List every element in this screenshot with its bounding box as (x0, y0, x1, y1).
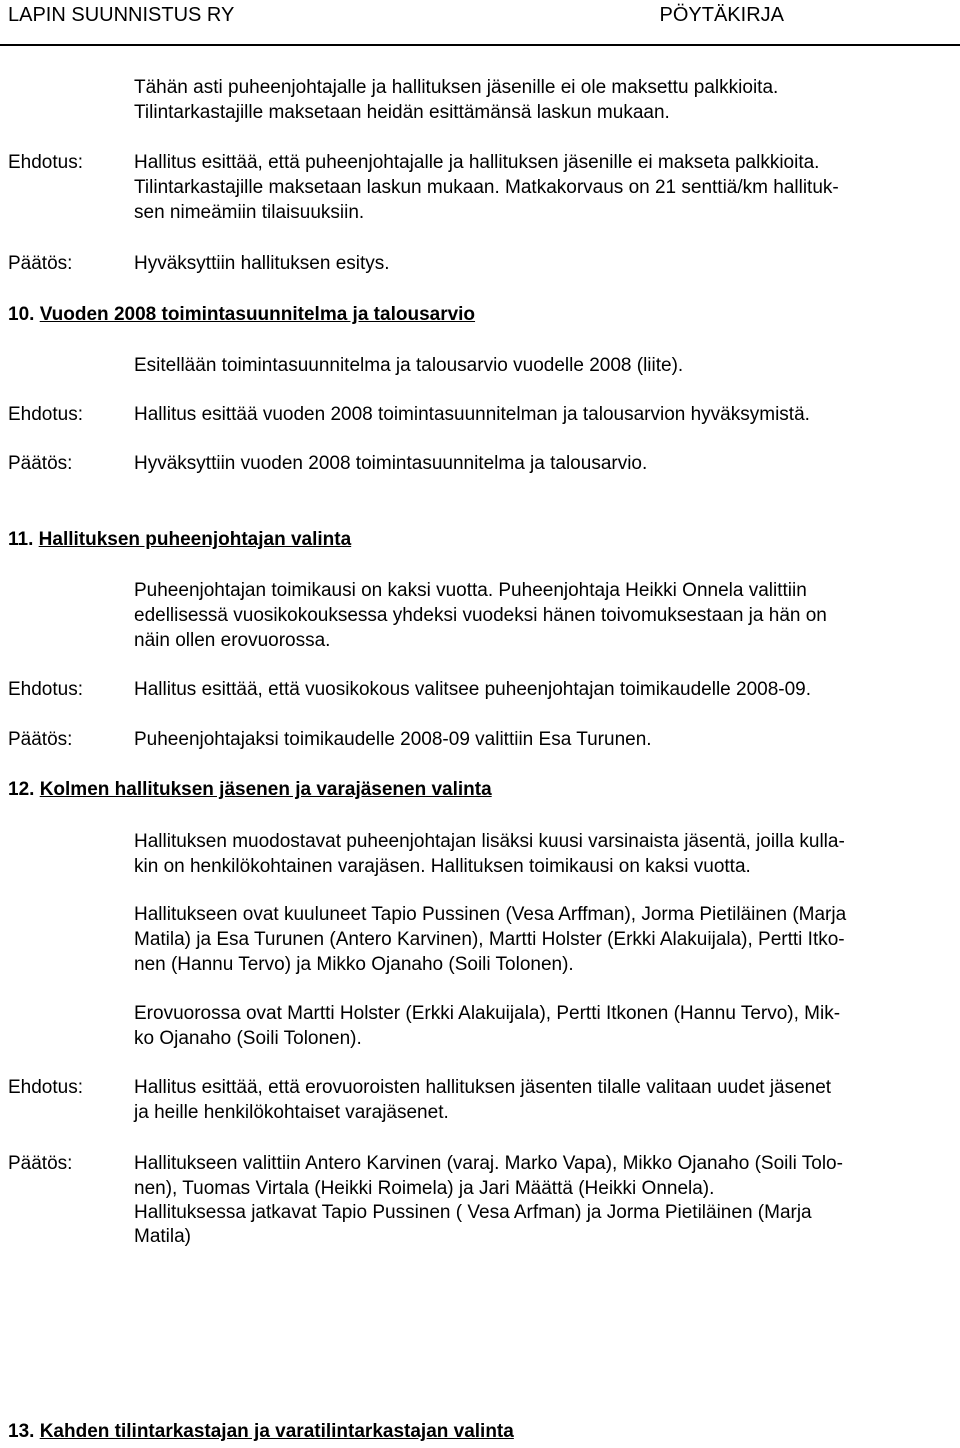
decision-label: Päätös: (8, 253, 73, 274)
intro-line: Tähän asti puheenjohtajalle ja hallituksen jäsenille ei ole maksettu palkkioita. (134, 77, 779, 98)
header-divider (0, 44, 960, 46)
item12-decision-line: Matila) (134, 1226, 192, 1247)
section-heading-13 (8, 1420, 514, 1444)
item11-intro-line: Puheenjohtajan toimikausi on kaksi vuotta. Puheenjohtaja Heikki Onnela valittiin (134, 580, 807, 601)
item11-decision: Puheenjohtajaksi toimikaudelle 2008-09 valittiin Esa Turunen. (134, 729, 652, 750)
item12-paragraph2-line: Matila) ja Esa Turunen (Antero Karvinen), Martti Holster (Erkki Alakuijala), Pertti Itko- (134, 929, 845, 950)
item10-intro: Esitellään toimintasuunnitelma ja talousarvio vuodelle 2008 (liite). (134, 355, 684, 376)
item12-paragraph1-line: kin on henkilökohtainen varajäsen. Hallituksen toimikausi on kaksi vuotta. (134, 856, 751, 877)
item11-proposal: Hallitus esittää, että vuosikokous valitsee puheenjohtajan toimikaudelle 2008-09. (134, 679, 812, 700)
item10-proposal: Hallitus esittää vuoden 2008 toimintasuunnitelman ja talousarvion hyväksymistä. (134, 404, 810, 425)
section-title: Hallituksen puheenjohtajan valinta (38, 529, 352, 550)
document-type: PÖYTÄKIRJA (659, 4, 784, 26)
section-number: 12. (8, 779, 35, 800)
item12-proposal-line: ja heille henkilökohtaiset varajäsenet. (134, 1102, 449, 1123)
item12-paragraph2-line: nen (Hannu Tervo) ja Mikko Ojanaho (Soili Tolonen). (134, 954, 574, 975)
item10-decision: Hyväksyttiin vuoden 2008 toimintasuunnitelma ja talousarvio. (134, 453, 648, 474)
item11-intro-line: edellisessä vuosikokouksessa yhdeksi vuodeksi hänen toivomuksestaan ja hän on (134, 605, 827, 626)
section-heading-11 (8, 528, 351, 552)
decision-label: Päätös: (8, 729, 73, 750)
item12-decision-line: Hallituksessa jatkavat Tapio Pussinen ( Vesa Arfman) ja Jorma Pietiläinen (Marja (134, 1202, 812, 1223)
section-number: 10. (8, 304, 35, 325)
intro-line: Tilintarkastajille maksetaan heidän esittämänsä laskun mukaan. (134, 102, 670, 123)
item9-proposal-line: Hallitus esittää, että puheenjohtajalle ja hallituksen jäsenille ei makseta palkkioita. (134, 152, 820, 173)
proposal-label: Ehdotus: (8, 1077, 83, 1098)
decision-label: Päätös: (8, 1153, 73, 1174)
section-number: 13. (8, 1421, 35, 1442)
item12-decision-line: Hallitukseen valittiin Antero Karvinen (varaj. Marko Vapa), Mikko Ojanaho (Soili Tolo- (134, 1153, 843, 1174)
item9-decision: Hyväksyttiin hallituksen esitys. (134, 253, 390, 274)
proposal-label: Ehdotus: (8, 152, 83, 173)
section-heading-10 (8, 303, 475, 327)
proposal-label: Ehdotus: (8, 679, 83, 700)
page-header (0, 0, 960, 46)
item12-paragraph3-line: ko Ojanaho (Soili Tolonen). (134, 1028, 362, 1049)
item9-proposal-line: Tilintarkastajille maksetaan laskun mukaan. Matkakorvaus on 21 senttiä/km hallituk- (134, 177, 839, 198)
section-number: 11. (8, 529, 34, 550)
section-title: Kolmen hallituksen jäsenen ja varajäsenen valinta (39, 779, 492, 800)
item12-paragraph3-line: Erovuorossa ovat Martti Holster (Erkki Alakuijala), Pertti Itkonen (Hannu Tervo), Mik- (134, 1003, 841, 1024)
section-heading-12 (8, 778, 492, 802)
section-title: Kahden tilintarkastajan ja varatilintarkastajan valinta (39, 1421, 514, 1442)
item12-decision-line: nen), Tuomas Virtala (Heikki Roimela) ja Jari Määttä (Heikki Onnela). (134, 1178, 715, 1199)
item12-paragraph1-line: Hallituksen muodostavat puheenjohtajan lisäksi kuusi varsinaista jäsentä, joilla kulla- (134, 831, 845, 852)
item12-paragraph2-line: Hallitukseen ovat kuuluneet Tapio Pussinen (Vesa Arffman), Jorma Pietiläinen (Marja (134, 904, 847, 925)
section-title: Vuoden 2008 toimintasuunnitelma ja talousarvio (39, 304, 476, 325)
item11-intro-line: näin ollen erovuorossa. (134, 630, 331, 651)
organization-name: LAPIN SUUNNISTUS RY (8, 4, 235, 26)
item12-proposal-line: Hallitus esittää, että erovuoroisten hallituksen jäsenten tilalle valitaan uudet jäsenet (134, 1077, 832, 1098)
proposal-label: Ehdotus: (8, 404, 83, 425)
item9-proposal-line: sen nimeämiin tilaisuuksiin. (134, 202, 365, 223)
decision-label: Päätös: (8, 453, 73, 474)
